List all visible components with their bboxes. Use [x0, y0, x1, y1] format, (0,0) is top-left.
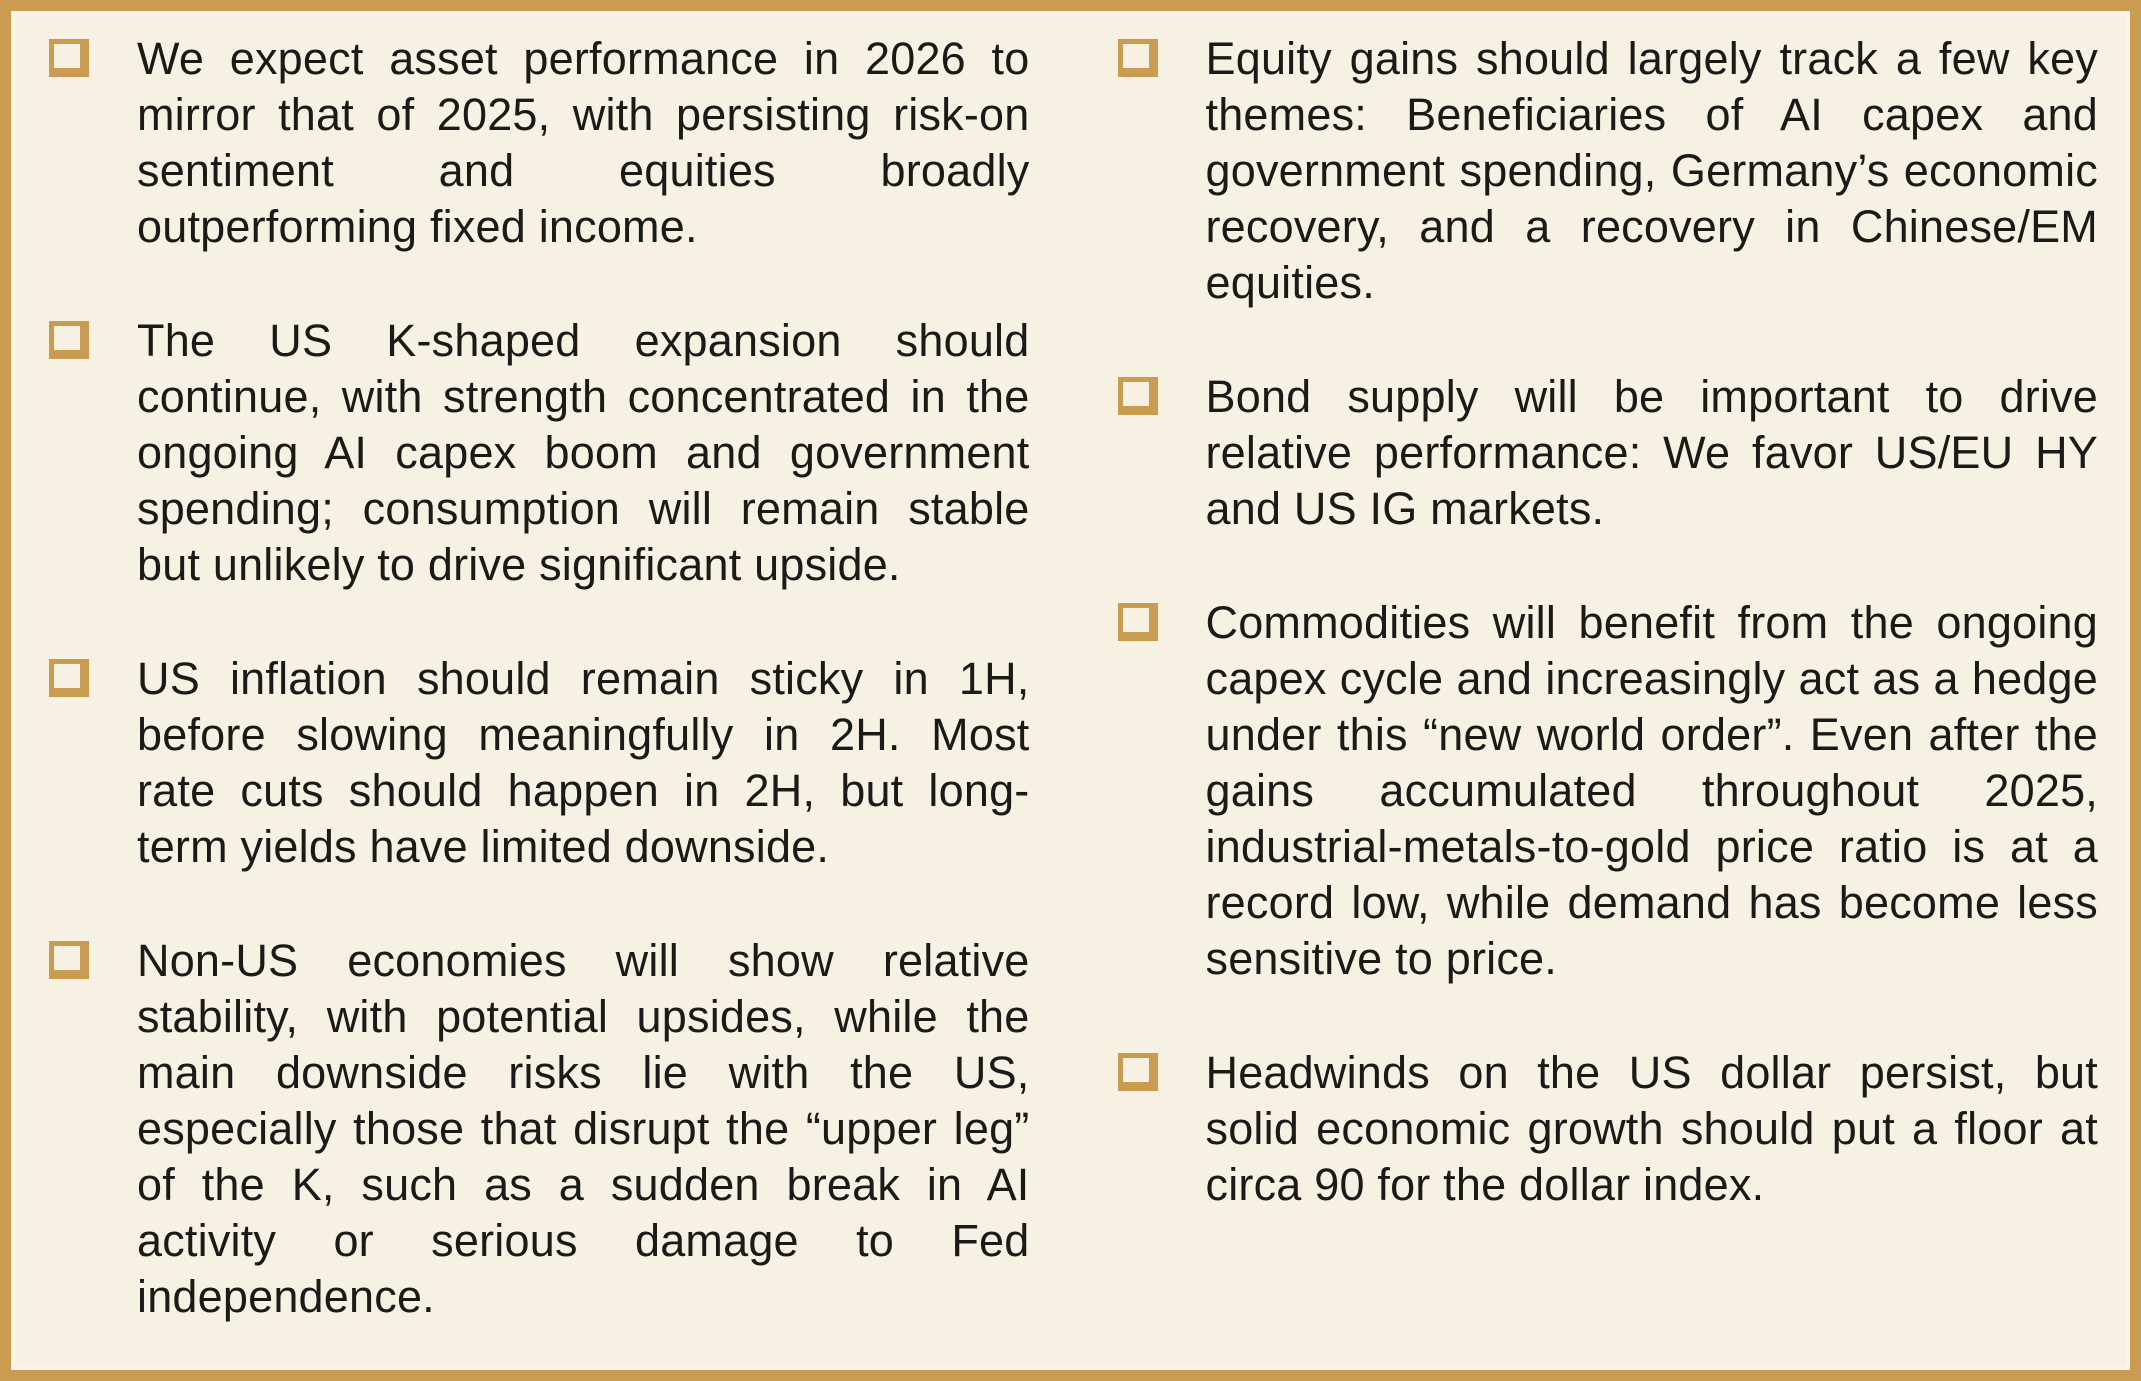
list-item [1110, 595, 2099, 987]
bullet-text: We expect asset performance in 2026 to mirror that of 2025, with persisting risk-on sentiment and equities broadly outperforming fixed income. [137, 33, 1030, 252]
list-item [1110, 369, 2099, 537]
checkbox-bullet-icon [49, 941, 89, 979]
checkbox-bullet-icon [49, 39, 89, 77]
list-item [1110, 1045, 2099, 1213]
checkbox-bullet-icon [1118, 39, 1158, 77]
bullet-text: Equity gains should largely track a few key themes: Beneficiaries of AI capex and government spending, Germany’s economic recovery, and a recovery in Chinese/EM equities. [1205, 33, 2098, 308]
bullet-text: Non-US economies will show relative stability, with potential upsides, while the main downside risks lie with the US, especially those that disrupt the “upper leg” of the K, such as a sudden break in AI activity or serious damage to Fed independence. [137, 935, 1030, 1322]
left-column [41, 31, 1030, 1346]
checkbox-bullet-icon [49, 321, 89, 359]
checkbox-bullet-icon [49, 659, 89, 697]
checkbox-bullet-icon [1118, 603, 1158, 641]
list-item [41, 933, 1030, 1325]
bullet-text: The US K-shaped expansion should continue, with strength concentrated in the ongoing AI capex boom and government spending; consumption will remain stable but unlikely to drive significant upside. [137, 315, 1030, 590]
bullet-text: Commodities will benefit from the ongoing capex cycle and increasingly act as a hedge under this “new world order”. Even after the gains accumulated throughout 2025, industrial-metals-to-gold price ratio is at a record low, while demand has become less sensitive to price. [1205, 597, 2098, 984]
bullet-text: Bond supply will be important to drive relative performance: We favor US/EU HY and US IG markets. [1205, 371, 2098, 534]
list-item [1110, 31, 2099, 311]
two-column-layout [11, 11, 2130, 1370]
bullet-text: US inflation should remain sticky in 1H, before slowing meaningfully in 2H. Most rate cuts should happen in 2H, but long-term yields have limited downside. [137, 653, 1030, 872]
bullet-text: Headwinds on the US dollar persist, but solid economic growth should put a floor at circa 90 for the dollar index. [1205, 1047, 2098, 1210]
right-column [1110, 31, 2099, 1346]
list-item [41, 651, 1030, 875]
checkbox-bullet-icon [1118, 1053, 1158, 1091]
checkbox-bullet-icon [1118, 377, 1158, 415]
list-item [41, 31, 1030, 255]
list-item [41, 313, 1030, 593]
